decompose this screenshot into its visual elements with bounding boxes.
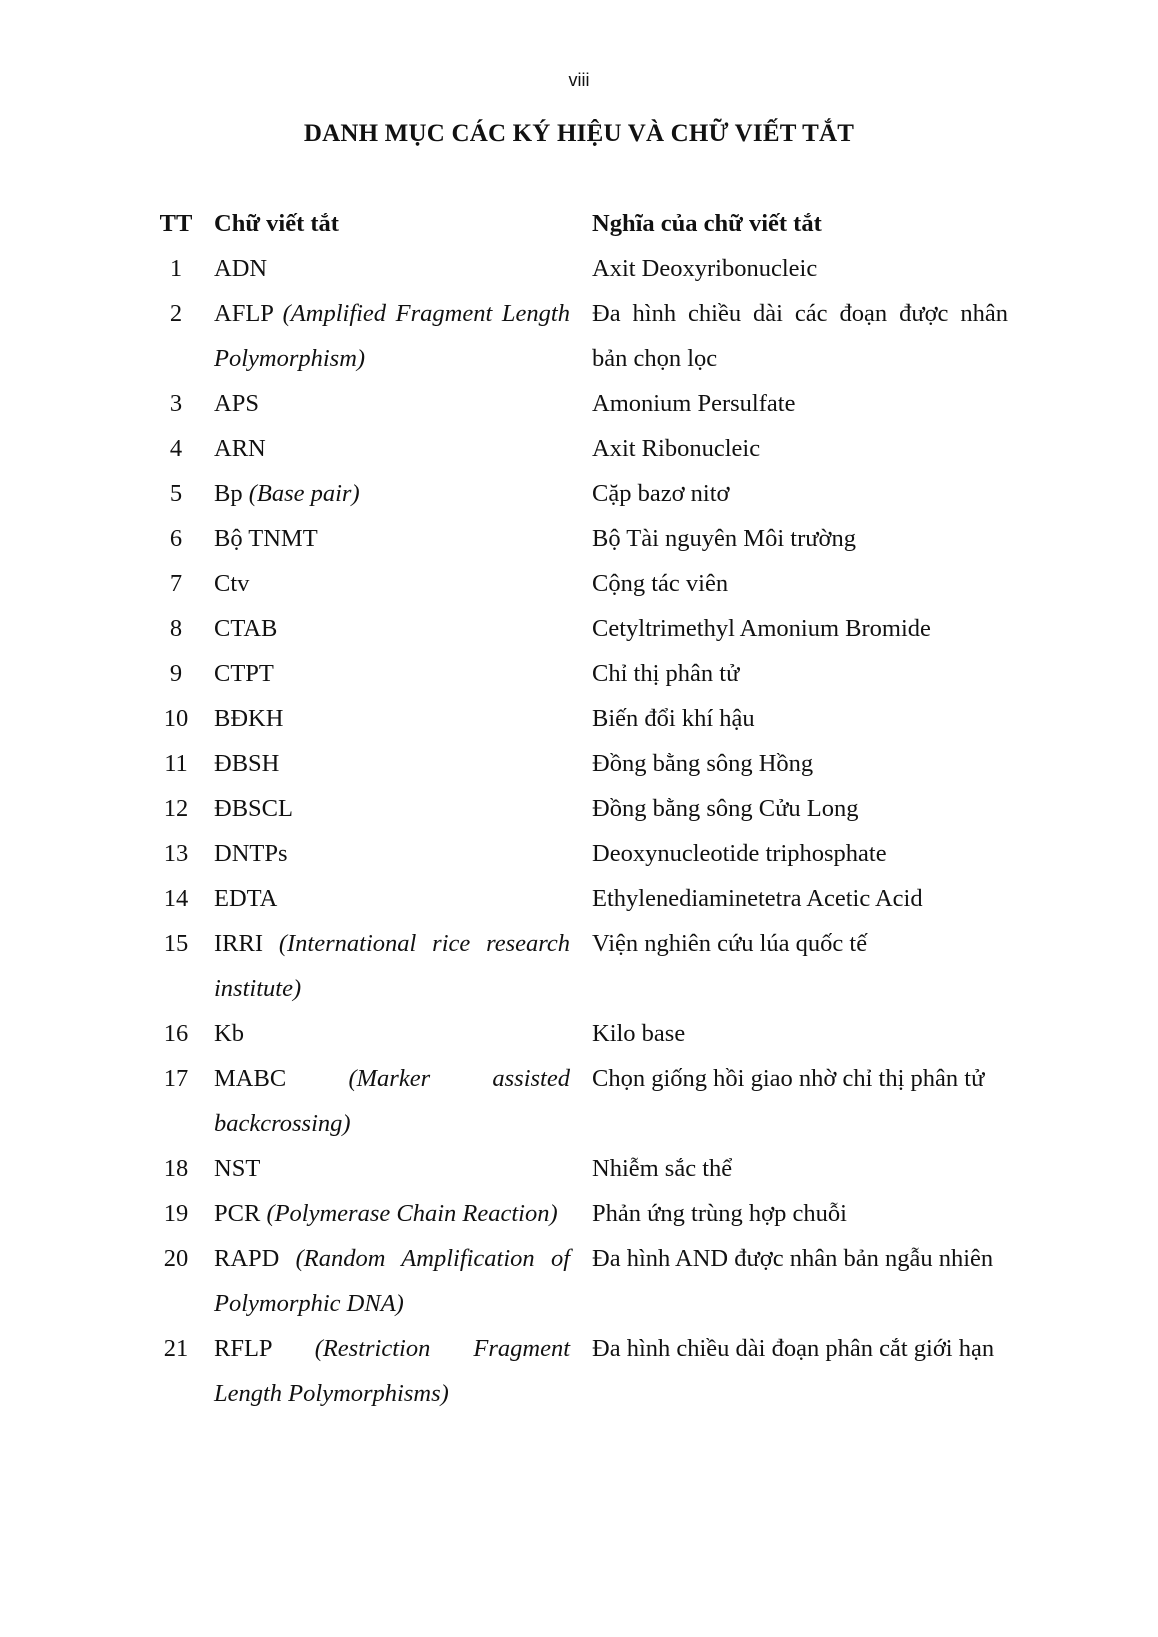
meaning-cell: Ethylenediaminetetra Acetic Acid: [592, 885, 923, 912]
table-header: [148, 201, 1008, 246]
table-row: [148, 1191, 1008, 1236]
header-meaning: Nghĩa của chữ viết tắt: [592, 210, 822, 237]
abbreviation-full-form: (Marker assisted backcrossing): [214, 1065, 570, 1137]
abbreviation-code: IRRI: [214, 930, 263, 957]
row-number: 7: [169, 570, 183, 597]
meaning-cell: Amonium Persulfate: [592, 390, 796, 417]
meaning-cell: Axit Deoxyribonucleic: [592, 255, 818, 282]
abbreviation-code: ĐBSH: [214, 750, 280, 777]
table-row: [148, 1326, 1008, 1416]
meaning-cell: Đa hình chiều dài đoạn phân cắt giới hạn: [592, 1335, 995, 1362]
table-row: [148, 561, 1008, 606]
row-number: 6: [169, 525, 183, 552]
table-row: [148, 606, 1008, 651]
meaning-cell: Axit Ribonucleic: [592, 435, 761, 462]
row-number: 5: [169, 480, 183, 507]
row-number: 8: [169, 615, 183, 642]
meaning-cell: Chỉ thị phân tử: [592, 660, 740, 687]
abbreviation-code: BĐKH: [214, 705, 284, 732]
meaning-cell: Chọn giống hồi giao nhờ chỉ thị phân tử: [592, 1065, 985, 1092]
row-number: 9: [169, 660, 183, 687]
abbreviation-cell: [214, 741, 592, 786]
abbreviation-code: MABC: [214, 1065, 287, 1092]
abbreviation-cell: [214, 1011, 592, 1056]
row-number: 13: [163, 840, 189, 867]
abbreviation-cell: [214, 246, 592, 291]
table-row: [148, 831, 1008, 876]
abbreviation-cell: [214, 1236, 592, 1326]
row-number: 2: [169, 300, 183, 327]
abbreviation-cell: [214, 876, 592, 921]
abbreviation-full-form: (Polymerase Chain Reaction): [266, 1200, 558, 1227]
row-number: 17: [163, 1065, 189, 1092]
table-row: [148, 1056, 1008, 1146]
table-row: [148, 921, 1008, 1011]
row-number: 16: [163, 1020, 189, 1047]
abbreviation-cell: [214, 291, 592, 381]
abbreviation-code: RFLP: [214, 1335, 272, 1362]
row-number: 19: [163, 1200, 189, 1227]
row-number: 10: [163, 705, 189, 732]
abbreviation-full-form: (International rice research institute): [214, 930, 571, 1002]
abbreviation-cell: [214, 831, 592, 876]
row-number: 18: [163, 1155, 189, 1182]
abbreviation-cell: [214, 516, 592, 561]
abbreviation-code: CTPT: [214, 660, 274, 687]
table-row: [148, 1011, 1008, 1056]
row-number: 15: [163, 930, 189, 957]
abbreviation-full-form: (Restriction Fragment Length Polymorphisms): [214, 1335, 571, 1407]
abbreviation-code: PCR: [214, 1200, 261, 1227]
abbreviation-code: NST: [214, 1155, 261, 1182]
page-title: DANH MỤC CÁC KÝ HIỆU VÀ CHỮ VIẾT TẮT: [303, 120, 855, 147]
header-abbreviation: Chữ viết tắt: [214, 210, 339, 237]
abbreviation-cell: [214, 426, 592, 471]
row-number: 4: [169, 435, 183, 462]
table-row: [148, 876, 1008, 921]
abbreviation-cell: [214, 786, 592, 831]
abbreviation-code: Bp: [214, 480, 243, 507]
row-number: 14: [163, 885, 189, 912]
abbreviation-full-form: (Amplified Fragment Length Polymorphism): [214, 300, 570, 372]
abbreviation-code: Bộ TNMT: [214, 525, 318, 552]
meaning-cell: Deoxynucleotide triphosphate: [592, 840, 887, 867]
abbreviation-code: AFLP: [214, 300, 274, 327]
abbreviation-table: [148, 201, 1008, 1416]
table-row: [148, 741, 1008, 786]
abbreviation-cell: [214, 606, 592, 651]
abbreviation-cell: [214, 1146, 592, 1191]
abbreviation-code: ARN: [214, 435, 266, 462]
meaning-cell: Nhiễm sắc thể: [592, 1155, 733, 1182]
abbreviation-cell: [214, 1191, 592, 1236]
meaning-cell: Biến đổi khí hậu: [592, 705, 755, 732]
abbreviation-full-form: (Base pair): [248, 480, 360, 507]
meaning-cell: Bộ Tài nguyên Môi trường: [592, 525, 856, 552]
meaning-cell: Cộng tác viên: [592, 570, 729, 597]
abbreviation-cell: [214, 696, 592, 741]
table-row: [148, 696, 1008, 741]
table-row: [148, 246, 1008, 291]
row-number: 20: [163, 1245, 189, 1272]
table-row: [148, 1236, 1008, 1326]
row-number: 3: [169, 390, 183, 417]
abbreviation-cell: [214, 561, 592, 606]
abbreviation-code: EDTA: [214, 885, 278, 912]
abbreviation-code: Ctv: [214, 570, 250, 597]
abbreviation-code: ĐBSCL: [214, 795, 293, 822]
meaning-cell: Đồng bằng sông Cửu Long: [592, 795, 859, 822]
page-number: viii: [568, 70, 590, 90]
table-row: [148, 426, 1008, 471]
table-row: [148, 291, 1008, 381]
meaning-cell: Viện nghiên cứu lúa quốc tế: [592, 930, 868, 957]
meaning-cell: Đồng bằng sông Hồng: [592, 750, 814, 777]
abbreviation-full-form: (Random Amplification of Polymorphic DNA): [214, 1245, 570, 1317]
abbreviation-code: Kb: [214, 1020, 244, 1047]
abbreviation-cell: [214, 921, 592, 1011]
table-row: [148, 381, 1008, 426]
meaning-cell: Đa hình AND được nhân bản ngẫu nhiên: [592, 1245, 994, 1272]
meaning-cell: Cặp bazơ nitơ: [592, 480, 730, 507]
table-body: [148, 246, 1008, 1416]
abbreviation-code: APS: [214, 390, 259, 417]
table-row: [148, 651, 1008, 696]
table-row: [148, 516, 1008, 561]
abbreviation-code: ADN: [214, 255, 268, 282]
table-row: [148, 1146, 1008, 1191]
abbreviation-code: RAPD: [214, 1245, 280, 1272]
abbreviation-code: DNTPs: [214, 840, 288, 867]
meaning-cell: Kilo base: [592, 1020, 686, 1047]
abbreviation-cell: [214, 471, 592, 516]
row-number: 12: [163, 795, 189, 822]
abbreviation-code: CTAB: [214, 615, 278, 642]
meaning-cell: Cetyltrimethyl Amonium Bromide: [592, 615, 931, 642]
meaning-cell: Đa hình chiều dài các đoạn được nhân bản chọn lọc: [592, 300, 1008, 372]
row-number: 11: [164, 750, 188, 777]
row-number: 21: [163, 1335, 189, 1362]
header-tt: TT: [159, 210, 193, 237]
abbreviation-cell: [214, 1326, 592, 1416]
table-row: [148, 471, 1008, 516]
table-row: [148, 786, 1008, 831]
abbreviation-cell: [214, 651, 592, 696]
meaning-cell: Phản ứng trùng hợp chuỗi: [592, 1200, 847, 1227]
row-number: 1: [169, 255, 183, 282]
abbreviation-cell: [214, 1056, 592, 1146]
abbreviation-cell: [214, 381, 592, 426]
